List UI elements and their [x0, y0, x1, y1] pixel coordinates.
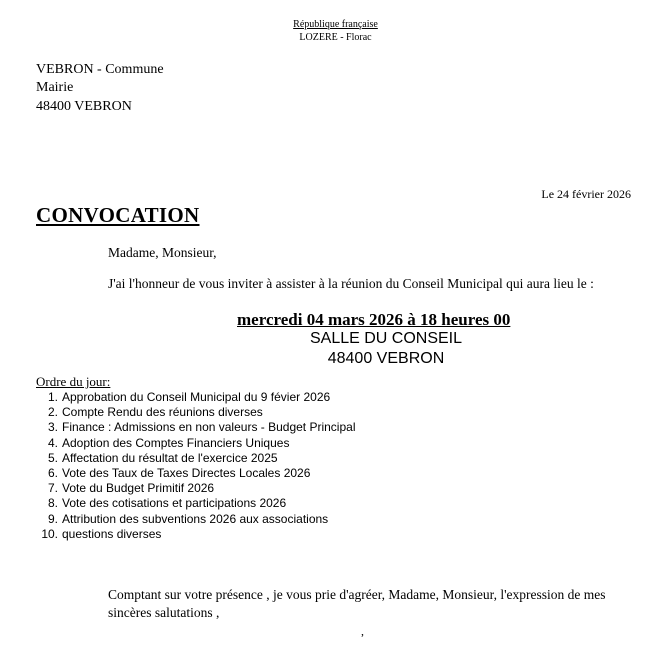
agenda-item: 5. Affectation du résultat de l'exercice 2025	[47, 450, 278, 465]
agenda-item: 3. Finance : Admissions en non valeurs - Budget Principal	[47, 420, 356, 435]
sender-postcode: 48400 VEBRON	[36, 99, 132, 114]
meeting-place: SALLE DU CONSEIL	[309, 330, 463, 347]
closing-text: Comptant sur votre présence , je vous prie d'agréer, Madame, Monsieur, l'expression de mes sincères salutations ,	[108, 587, 606, 620]
greeting: Madame, Monsieur,	[108, 245, 217, 260]
region-line: LOZERE - Florac	[299, 32, 372, 43]
letter-date: Le 24 février 2026	[541, 187, 631, 201]
agenda-item: 1. Approbation du Conseil Municipal du 9 févier 2026	[47, 390, 331, 404]
agenda-heading: Ordre du jour:	[36, 374, 111, 389]
agenda-item: 6. Vote des Taux de Taxes Directes Locales 2026	[47, 465, 311, 480]
agenda-item: 4. Adoption des Comptes Financiers Uniques	[47, 435, 290, 450]
sender-commune: VEBRON - Commune	[36, 62, 164, 77]
agenda-list	[36, 390, 356, 542]
agenda-item: 2. Compte Rendu des réunions diverses	[47, 405, 263, 420]
footer-mark: ,	[361, 624, 364, 638]
document-title: CONVOCATION	[36, 203, 200, 227]
sender-mairie: Mairie	[36, 80, 74, 95]
meeting-datetime: mercredi 04 mars 2026 à 18 heures 00	[237, 310, 511, 329]
intro-text: J'ai l'honneur de vous inviter à assister à la réunion du Conseil Municipal qui aura lieu le :	[108, 276, 594, 291]
agenda-item: 10. questions diverses	[41, 526, 162, 541]
meeting-city: 48400 VEBRON	[327, 350, 445, 367]
republic-line: République française	[293, 19, 378, 30]
agenda-item: 8. Vote des cotisations et participations 2026	[47, 496, 287, 511]
agenda-item: 7. Vote du Budget Primitif 2026	[47, 481, 215, 496]
agenda-item: 9. Attribution des subventions 2026 aux associations	[47, 511, 329, 526]
